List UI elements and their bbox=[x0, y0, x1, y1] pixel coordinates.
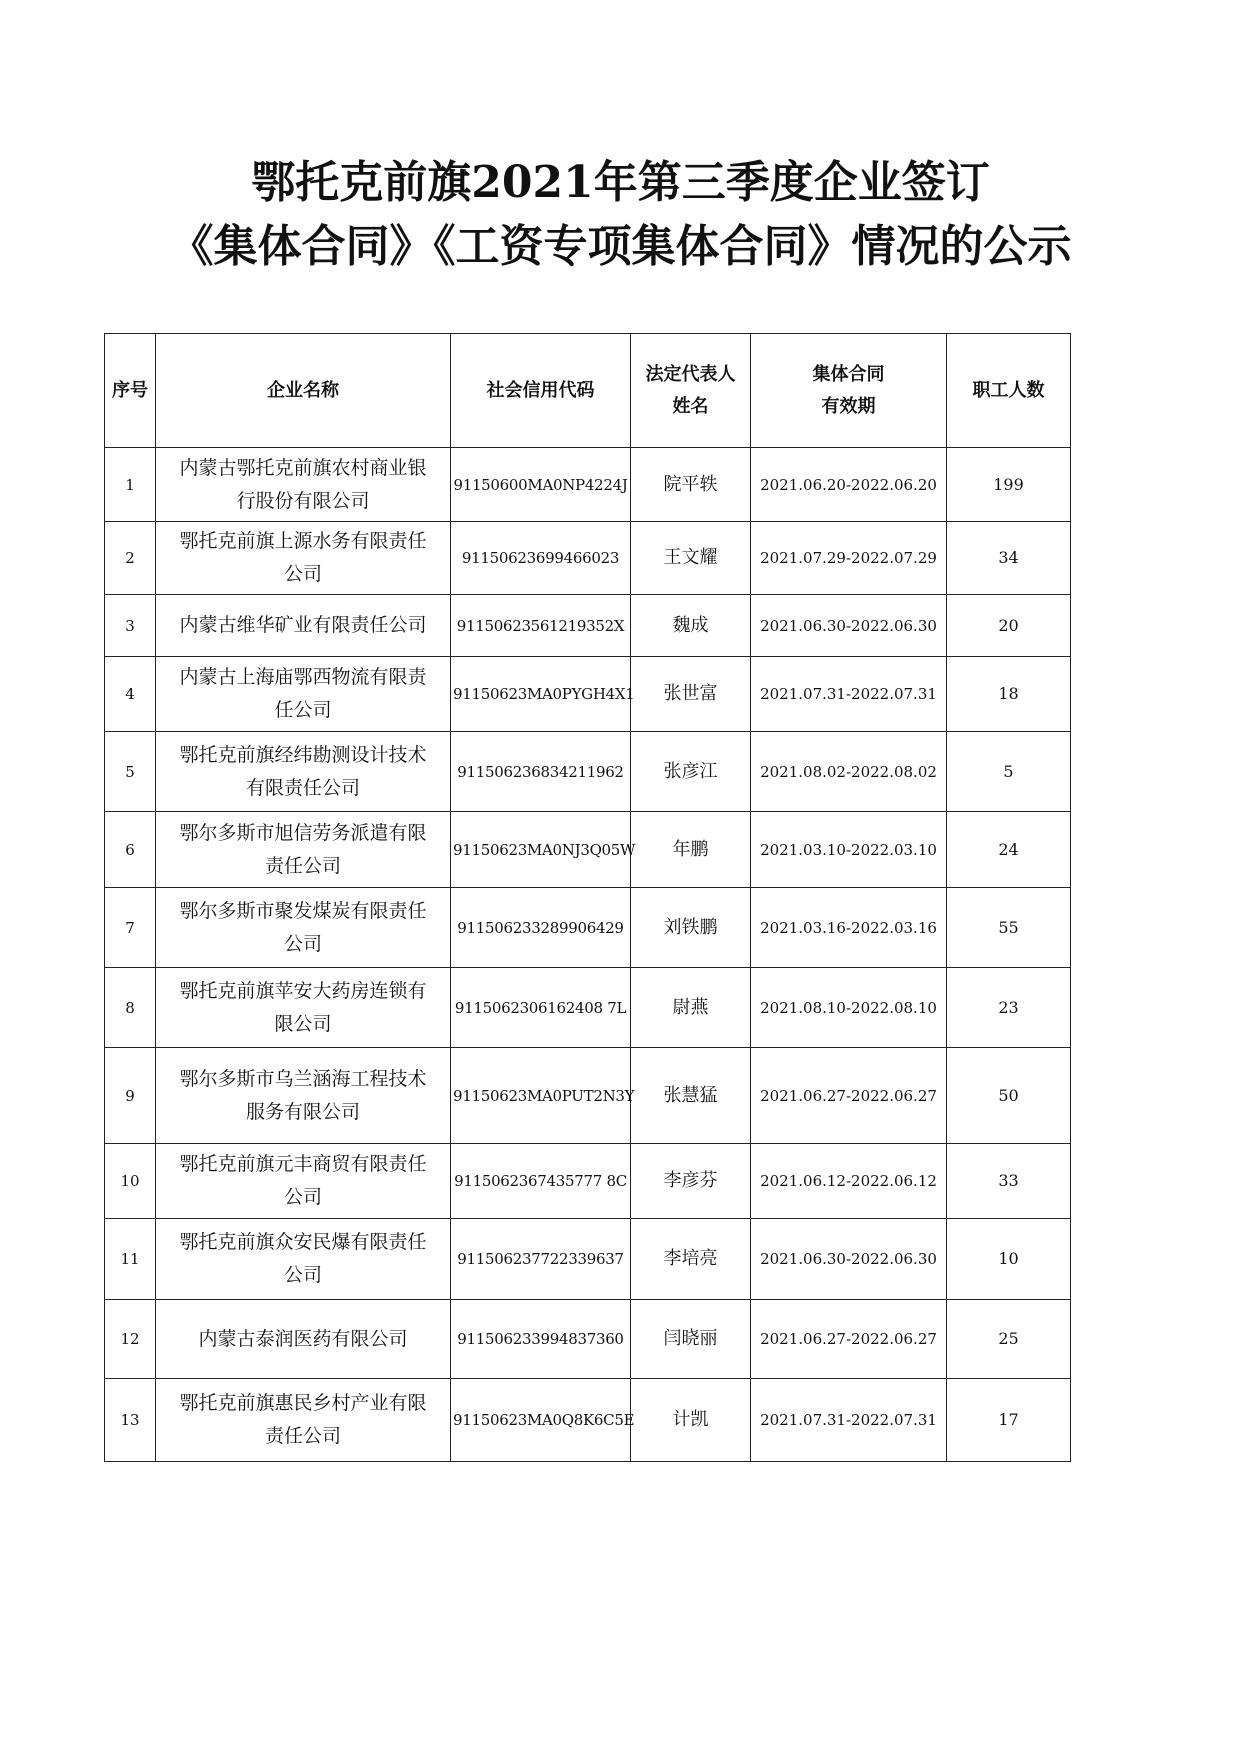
header-legal-rep bbox=[631, 334, 751, 448]
company-name-line1: 鄂托克前旗经纬勘测设计技术 bbox=[179, 743, 427, 766]
row-legal-rep: 张彦江 bbox=[631, 732, 751, 812]
row-legal-rep: 计凯 bbox=[631, 1379, 751, 1462]
table-row bbox=[105, 1379, 1071, 1462]
row-validity-period: 2021.06.12-2022.06.12 bbox=[751, 1144, 947, 1219]
company-name-line1: 鄂尔多斯市乌兰涵海工程技术 bbox=[179, 1067, 427, 1090]
company-name-line1: 鄂托克前旗上源水务有限责任 bbox=[179, 530, 427, 552]
row-company bbox=[156, 888, 451, 968]
header-legal-rep-line2: 姓名 bbox=[672, 395, 709, 417]
company-name-line1: 内蒙古上海庙鄂西物流有限责 bbox=[179, 666, 427, 688]
row-employees: 18 bbox=[947, 657, 1071, 732]
row-credit-code: 91150600MA0NP4224J bbox=[451, 448, 631, 522]
header-employees: 职工人数 bbox=[947, 334, 1071, 448]
header-index: 序号 bbox=[105, 334, 156, 448]
row-employees: 20 bbox=[947, 595, 1071, 657]
table-header-row bbox=[105, 334, 1071, 448]
row-company bbox=[156, 1219, 451, 1300]
company-name-line1: 内蒙古泰润医药有限公司 bbox=[198, 1327, 408, 1350]
row-index: 11 bbox=[105, 1219, 156, 1300]
document-title-line2: 《集体合同》《工资专项集体合同》情况的公示 bbox=[169, 221, 1072, 272]
row-company bbox=[156, 448, 451, 522]
row-company bbox=[156, 968, 451, 1048]
row-credit-code: 911506236834211962 bbox=[451, 732, 631, 812]
company-name-line2: 行股份有限公司 bbox=[236, 489, 370, 512]
row-credit-code: 911506237722339637 bbox=[451, 1219, 631, 1300]
document-title-line1: 鄂托克前旗2021年第三季度企业签订 bbox=[251, 157, 990, 208]
company-name-line1: 鄂托克前旗惠民乡村产业有限 bbox=[179, 1392, 427, 1414]
row-legal-rep: 张世富 bbox=[631, 657, 751, 732]
row-employees: 33 bbox=[947, 1144, 1071, 1219]
row-employees: 34 bbox=[947, 522, 1071, 595]
table-row bbox=[105, 1048, 1071, 1144]
table-row bbox=[105, 522, 1071, 595]
company-name-line1: 鄂托克前旗众安民爆有限责任 bbox=[179, 1231, 427, 1253]
row-credit-code: 91150623699466023 bbox=[451, 522, 631, 595]
row-validity-period: 2021.06.30-2022.06.30 bbox=[751, 1219, 947, 1300]
row-legal-rep: 尉燕 bbox=[631, 968, 751, 1048]
row-validity-period: 2021.06.27-2022.06.27 bbox=[751, 1048, 947, 1144]
row-employees: 25 bbox=[947, 1300, 1071, 1379]
row-employees: 17 bbox=[947, 1379, 1071, 1462]
row-credit-code: 9115062367435777 8C bbox=[451, 1144, 631, 1219]
company-name-line1: 内蒙古鄂托克前旗农村商业银 bbox=[179, 456, 427, 479]
row-company bbox=[156, 1379, 451, 1462]
row-validity-period: 2021.07.31-2022.07.31 bbox=[751, 1379, 947, 1462]
row-employees: 24 bbox=[947, 812, 1071, 888]
row-credit-code: 91150623MA0NJ3Q05W bbox=[451, 812, 631, 888]
row-validity-period: 2021.06.20-2022.06.20 bbox=[751, 448, 947, 522]
header-validity-line2: 有效期 bbox=[821, 395, 876, 417]
row-company bbox=[156, 812, 451, 888]
row-validity-period: 2021.08.02-2022.08.02 bbox=[751, 732, 947, 812]
row-index: 13 bbox=[105, 1379, 156, 1462]
company-name-line1: 鄂托克前旗苹安大药房连锁有 bbox=[179, 979, 427, 1002]
company-name-line2: 限公司 bbox=[274, 1012, 332, 1035]
row-credit-code: 91150623MA0PUT2N3Y bbox=[451, 1048, 631, 1144]
row-index: 2 bbox=[105, 522, 156, 595]
row-legal-rep: 张慧猛 bbox=[631, 1048, 751, 1144]
row-credit-code: 9115062306162408 7L bbox=[451, 968, 631, 1048]
row-validity-period: 2021.03.10-2022.03.10 bbox=[751, 812, 947, 888]
table-row bbox=[105, 448, 1071, 522]
row-credit-code: 91150623MA0Q8K6C5E bbox=[451, 1379, 631, 1462]
table-row bbox=[105, 812, 1071, 888]
row-validity-period: 2021.06.27-2022.06.27 bbox=[751, 1300, 947, 1379]
header-validity bbox=[751, 334, 947, 448]
row-employees: 55 bbox=[947, 888, 1071, 968]
header-credit-code: 社会信用代码 bbox=[451, 334, 631, 448]
row-employees: 5 bbox=[947, 732, 1071, 812]
company-name-line1: 鄂尔多斯市旭信劳务派遣有限 bbox=[179, 821, 427, 844]
row-index: 3 bbox=[105, 595, 156, 657]
row-company bbox=[156, 522, 451, 595]
header-legal-rep-line1: 法定代表人 bbox=[645, 363, 736, 385]
table-row bbox=[105, 1219, 1071, 1300]
table-row bbox=[105, 595, 1071, 657]
row-index: 5 bbox=[105, 732, 156, 812]
row-company bbox=[156, 732, 451, 812]
company-name-line2: 责任公司 bbox=[264, 854, 341, 877]
row-legal-rep: 李彦芬 bbox=[631, 1144, 751, 1219]
row-legal-rep: 魏成 bbox=[631, 595, 751, 657]
row-employees: 199 bbox=[947, 448, 1071, 522]
row-legal-rep: 刘铁鹏 bbox=[631, 888, 751, 968]
row-company bbox=[156, 1300, 451, 1379]
table-row bbox=[105, 657, 1071, 732]
row-credit-code: 911506233289906429 bbox=[451, 888, 631, 968]
row-index: 9 bbox=[105, 1048, 156, 1144]
row-validity-period: 2021.07.31-2022.07.31 bbox=[751, 657, 947, 732]
row-company bbox=[156, 595, 451, 657]
row-legal-rep: 李培亮 bbox=[631, 1219, 751, 1300]
row-credit-code: 91150623MA0PYGH4X1 bbox=[451, 657, 631, 732]
row-employees: 50 bbox=[947, 1048, 1071, 1144]
row-employees: 10 bbox=[947, 1219, 1071, 1300]
row-company bbox=[156, 1144, 451, 1219]
company-name-line2: 公司 bbox=[283, 932, 322, 955]
row-legal-rep: 闫晓丽 bbox=[631, 1300, 751, 1379]
row-validity-period: 2021.03.16-2022.03.16 bbox=[751, 888, 947, 968]
contracts-table bbox=[104, 333, 1071, 1462]
company-name-line2: 有限责任公司 bbox=[245, 776, 360, 799]
table-row bbox=[105, 968, 1071, 1048]
header-validity-line1: 集体合同 bbox=[812, 363, 885, 385]
row-employees: 23 bbox=[947, 968, 1071, 1048]
row-legal-rep: 年鹏 bbox=[631, 812, 751, 888]
row-credit-code: 91150623561219352X bbox=[451, 595, 631, 657]
row-index: 7 bbox=[105, 888, 156, 968]
company-name-line1: 鄂托克前旗元丰商贸有限责任 bbox=[179, 1153, 427, 1175]
row-company bbox=[156, 657, 451, 732]
row-index: 10 bbox=[105, 1144, 156, 1219]
company-name-line1: 鄂尔多斯市聚发煤炭有限责任 bbox=[179, 899, 427, 922]
row-index: 12 bbox=[105, 1300, 156, 1379]
table-row bbox=[105, 1144, 1071, 1219]
table-row bbox=[105, 1300, 1071, 1379]
table-row bbox=[105, 732, 1071, 812]
company-name-line2: 公司 bbox=[283, 1186, 322, 1208]
row-company bbox=[156, 1048, 451, 1144]
row-index: 8 bbox=[105, 968, 156, 1048]
company-name-line2: 公司 bbox=[283, 563, 322, 585]
company-name-line2: 任公司 bbox=[274, 699, 332, 721]
header-company: 企业名称 bbox=[156, 334, 451, 448]
company-name-line2: 公司 bbox=[283, 1264, 322, 1286]
row-validity-period: 2021.08.10-2022.08.10 bbox=[751, 968, 947, 1048]
company-name-line1: 内蒙古维华矿业有限责任公司 bbox=[179, 614, 427, 636]
row-validity-period: 2021.06.30-2022.06.30 bbox=[751, 595, 947, 657]
row-index: 4 bbox=[105, 657, 156, 732]
table-row bbox=[105, 888, 1071, 968]
row-validity-period: 2021.07.29-2022.07.29 bbox=[751, 522, 947, 595]
row-legal-rep: 王文耀 bbox=[631, 522, 751, 595]
row-credit-code: 911506233994837360 bbox=[451, 1300, 631, 1379]
row-index: 6 bbox=[105, 812, 156, 888]
row-index: 1 bbox=[105, 448, 156, 522]
row-legal-rep: 院平轶 bbox=[631, 448, 751, 522]
company-name-line2: 服务有限公司 bbox=[245, 1100, 360, 1123]
company-name-line2: 责任公司 bbox=[264, 1425, 341, 1447]
